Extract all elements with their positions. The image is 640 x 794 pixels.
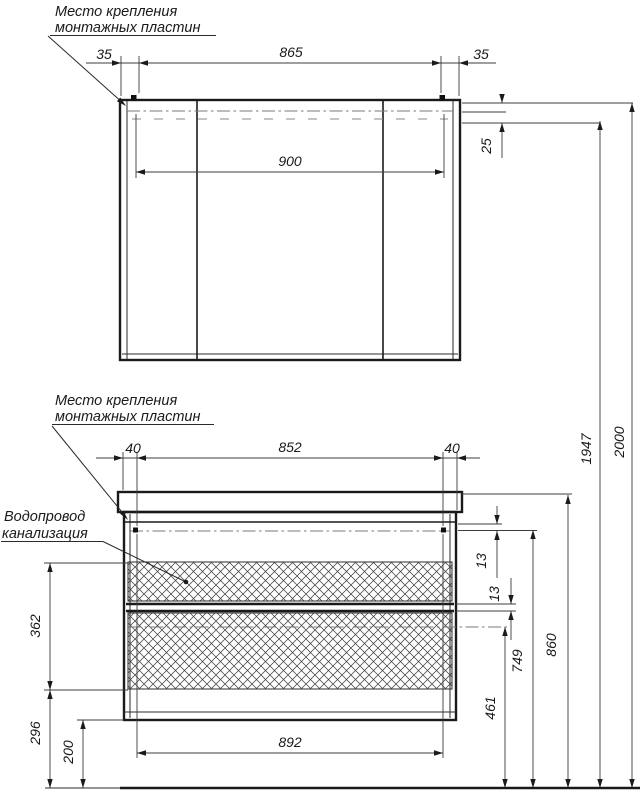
dim-text-vanity-width: 892 bbox=[278, 734, 302, 750]
mounting-plate-mark-right bbox=[440, 95, 446, 101]
mounting-label-line2: монтажных пластин bbox=[55, 20, 201, 36]
dim-text-below-drawers: 296 bbox=[27, 721, 43, 745]
dim-text-floor-to-drawer-rail: 461 bbox=[482, 696, 498, 720]
mounting-label2-line2: монтажных пластин bbox=[55, 409, 201, 425]
dimension-mirror-width bbox=[136, 114, 444, 178]
plumbing-label-line2: канализация bbox=[2, 526, 88, 542]
dim-text-floor-to-counter: 860 bbox=[543, 633, 559, 657]
leader-dot bbox=[184, 580, 189, 585]
dim-text-rail-height-total: 1947 bbox=[578, 433, 594, 465]
dimension-mirror-top-chain bbox=[86, 44, 496, 96]
vanity-plate-mark-right bbox=[441, 528, 446, 533]
dimension-rail-gaps bbox=[456, 506, 537, 640]
dimension-overall-heights bbox=[578, 103, 635, 788]
vanity-plate-mark-left bbox=[133, 528, 138, 533]
dim-text-gap-top: 13 bbox=[473, 553, 489, 569]
mirror-mounting-label bbox=[48, 4, 216, 106]
plumbing-label-line1: Водопровод bbox=[4, 509, 86, 525]
dim-text-mirror-offset-right: 35 bbox=[473, 46, 489, 62]
dim-text-floor-to-vanity-rail: 749 bbox=[509, 649, 525, 673]
mounting-label-line1: Место крепления bbox=[55, 4, 178, 20]
dim-text-vanity-plate-span: 852 bbox=[278, 439, 302, 455]
dim-text-floor-clearance: 200 bbox=[60, 740, 76, 764]
dim-text-mirror-top-to-rail: 25 bbox=[478, 138, 494, 154]
upper-drawer-front bbox=[128, 562, 452, 601]
mounting-label2-line1: Место крепления bbox=[55, 393, 178, 409]
dimension-left-heights bbox=[27, 563, 128, 788]
dim-text-vanity-offset-left: 40 bbox=[125, 440, 141, 456]
vanity-countertop bbox=[118, 492, 462, 512]
vanity-mounting-label bbox=[52, 393, 214, 520]
dim-text-overall-height: 2000 bbox=[611, 426, 627, 458]
dim-text-gap-bottom: 13 bbox=[486, 586, 502, 602]
lower-drawer-front bbox=[128, 613, 452, 689]
dimension-right-heights bbox=[462, 494, 572, 788]
dim-text-vanity-offset-right: 40 bbox=[444, 440, 460, 456]
dimension-mirror-top-to-rail bbox=[462, 94, 633, 158]
vanity-outline bbox=[118, 492, 509, 720]
dim-text-mirror-width: 900 bbox=[278, 153, 302, 169]
dim-text-mirror-offset-left: 35 bbox=[96, 46, 112, 62]
dim-text-drawer-zone: 362 bbox=[27, 614, 43, 638]
mounting-plate-mark-left bbox=[131, 95, 137, 101]
mirror-cabinet-outline bbox=[120, 95, 460, 360]
leader-line bbox=[48, 36, 124, 104]
leader-line bbox=[52, 426, 126, 517]
dim-text-mirror-plate-span: 865 bbox=[279, 44, 303, 60]
